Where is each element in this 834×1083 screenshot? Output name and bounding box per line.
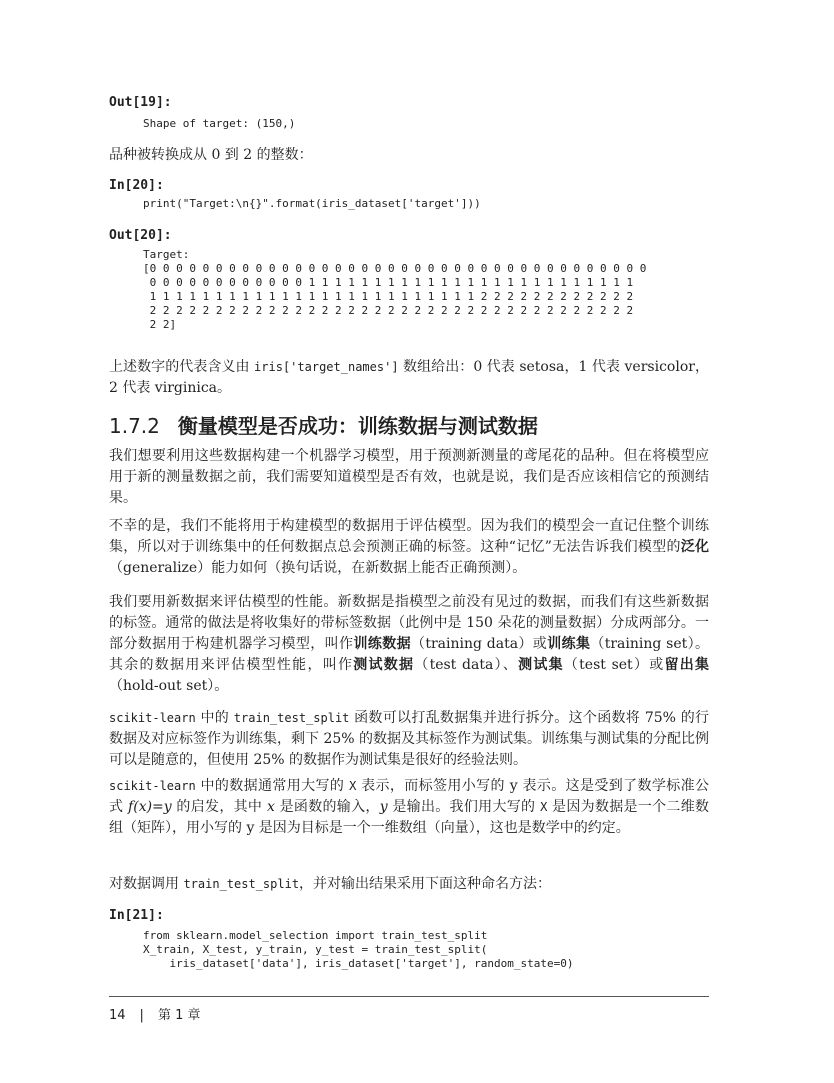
in21-code: from sklearn.model_selection import train_test_split X_train, X_test, y_train, y_test = train_test_split( iris_dataset['data'], iris_dataset['target'], random_state=0) [143,929,574,970]
term-training-set: 训练集 [547,636,591,652]
out19-code: Shape of target: (150,) [143,117,296,130]
paragraph-targets [109,357,709,399]
text: （training data）或 [410,636,548,652]
var-x: x [266,799,275,815]
text: （test data）、 [414,657,519,673]
text: 中的数据通常用大写的 [195,778,350,794]
text: 我们要用新数据来评估模型的性能。新数据是指模型之前没有见过的数据，而我们有这些新数据的标签。通常的做法是将收集好的带标签数据（此例中是 150 朵花的测量数据）分成两部分。一部分数据用于构建机器学习模型，叫作 [109,594,709,652]
out20-code: Target: [0 0 0 0 0 0 0 0 0 0 0 0 0 0 0 0 0 0 0 0 0 0 0 0 0 0 0 0 0 0 0 0 0 0 0 0 0 0 0 0 0 0 0 0 0 0 0 0 0 0 1 1 1 1 1 1 1 1 1 1 1 1 1 1 1 1 1 1 1 1 1 1 1 1 1 1 1 1 1 1 1 1 1 1 1 1 1 1 1 1 1 1 1 1 1 1 1 1 1 1 2 2 2 2 2 2 2 2 2 2 2 2 2 2 2 2 2 2 2 2 2 2 2 2 2 2 2 2 2 2 2 2 2 2 2 2 2 2 2 2 2 2 2 2 2 2 2 2 2 2 2] [143,248,647,331]
section-title: 衡量模型是否成功：训练数据与测试数据 [177,414,538,438]
out20-label: Out[20]: [109,228,172,243]
inline-code: train_test_split [183,877,300,891]
text: （hold-out set）。 [109,678,229,694]
paragraph-4 [109,708,709,771]
text: 函数可以打乱数据集并进行拆分。这个函数将 75% 的行数据及对应标签作为训练集，剩下 25% 的数据及其标签作为测试集。训练集与测试集的分配比例可以是随意的，但使用 25% 的数据作为测试集是很好的经验法则。 [109,710,710,768]
in20-label: In[20]: [109,178,164,193]
term-test-set: 测试集 [518,657,564,673]
paragraph-5 [109,776,709,839]
inline-code: train_test_split [233,711,350,725]
inline-code: X [540,800,548,814]
paragraph-3 [109,592,709,697]
text: 的启发，其中 [171,799,267,815]
footer-rule [109,996,709,997]
text: ，并对输出结果采用下面这种命名方法： [299,876,552,892]
formula: f(x)=y [128,799,172,815]
inline-code: scikit-learn [109,779,196,793]
text: 表示，而标签用小写的 y 表示。这是受到了数学标准公式 [109,778,709,815]
text: 不幸的是，我们不能将用于构建模型的数据用于评估模型。因为我们的模型会一直记住整个训练集，所以对于训练集中的任何数据点总会预测正确的标签。这种“记忆”无法告诉我们模型的 [109,518,709,555]
text: 数组给出：0 代表 setosa，1 代表 versicolor，2 代表 virginica。 [109,359,709,396]
text: 是因为数据是一个二维数组（矩阵），用小写的 y 是因为目标是一个一维数组（向量），这也是数学中的约定。 [109,799,710,836]
term-training-data: 训练数据 [353,636,411,652]
term-test-data: 测试数据 [353,657,415,673]
text: 是输出。我们用大写的 [387,799,541,815]
term-generalize: 泛化 [680,539,710,555]
text: （training set）。其余的数据用来评估模型性能，叫作 [109,636,710,673]
text: 中的 [195,710,234,726]
section-heading [109,410,538,439]
text: （test set）或 [563,657,665,673]
text: 是函数的输入， [274,799,380,815]
inline-code: X [349,779,357,793]
in20-code: print("Target:\n{}".format(iris_dataset['target'])) [143,197,481,210]
var-y: y [379,799,388,815]
term-hold-out-set: 留出集 [664,657,710,673]
in21-label: In[21]: [109,908,164,923]
text: （generalize）能力如何（换句话说，在新数据上能否正确预测）。 [109,560,527,576]
paragraph-2 [109,516,709,579]
inline-code: iris['target_names'] [254,360,399,374]
paragraph-6 [109,874,709,895]
inline-code: scikit-learn [109,711,196,725]
out19-label: Out[19]: [109,95,172,110]
page-footer [109,1004,200,1023]
section-number: 1.7.2 [109,414,160,438]
footer-separator: | [139,1008,144,1023]
paragraph-convert: 品种被转换成从 0 到 2 的整数： [109,147,313,163]
page-number: 14 [109,1008,126,1023]
paragraph-1: 我们想要利用这些数据构建一个机器学习模型，用于预测新测量的鸢尾花的品种。但在将模型应用于新的测量数据之前，我们需要知道模型是否有效，也就是说，我们是否应该相信它的预测结果。 [109,448,709,506]
text: 对数据调用 [109,876,184,892]
chapter-label: 第 1 章 [157,1008,201,1023]
text: 上述数字的代表含义由 [109,359,255,375]
